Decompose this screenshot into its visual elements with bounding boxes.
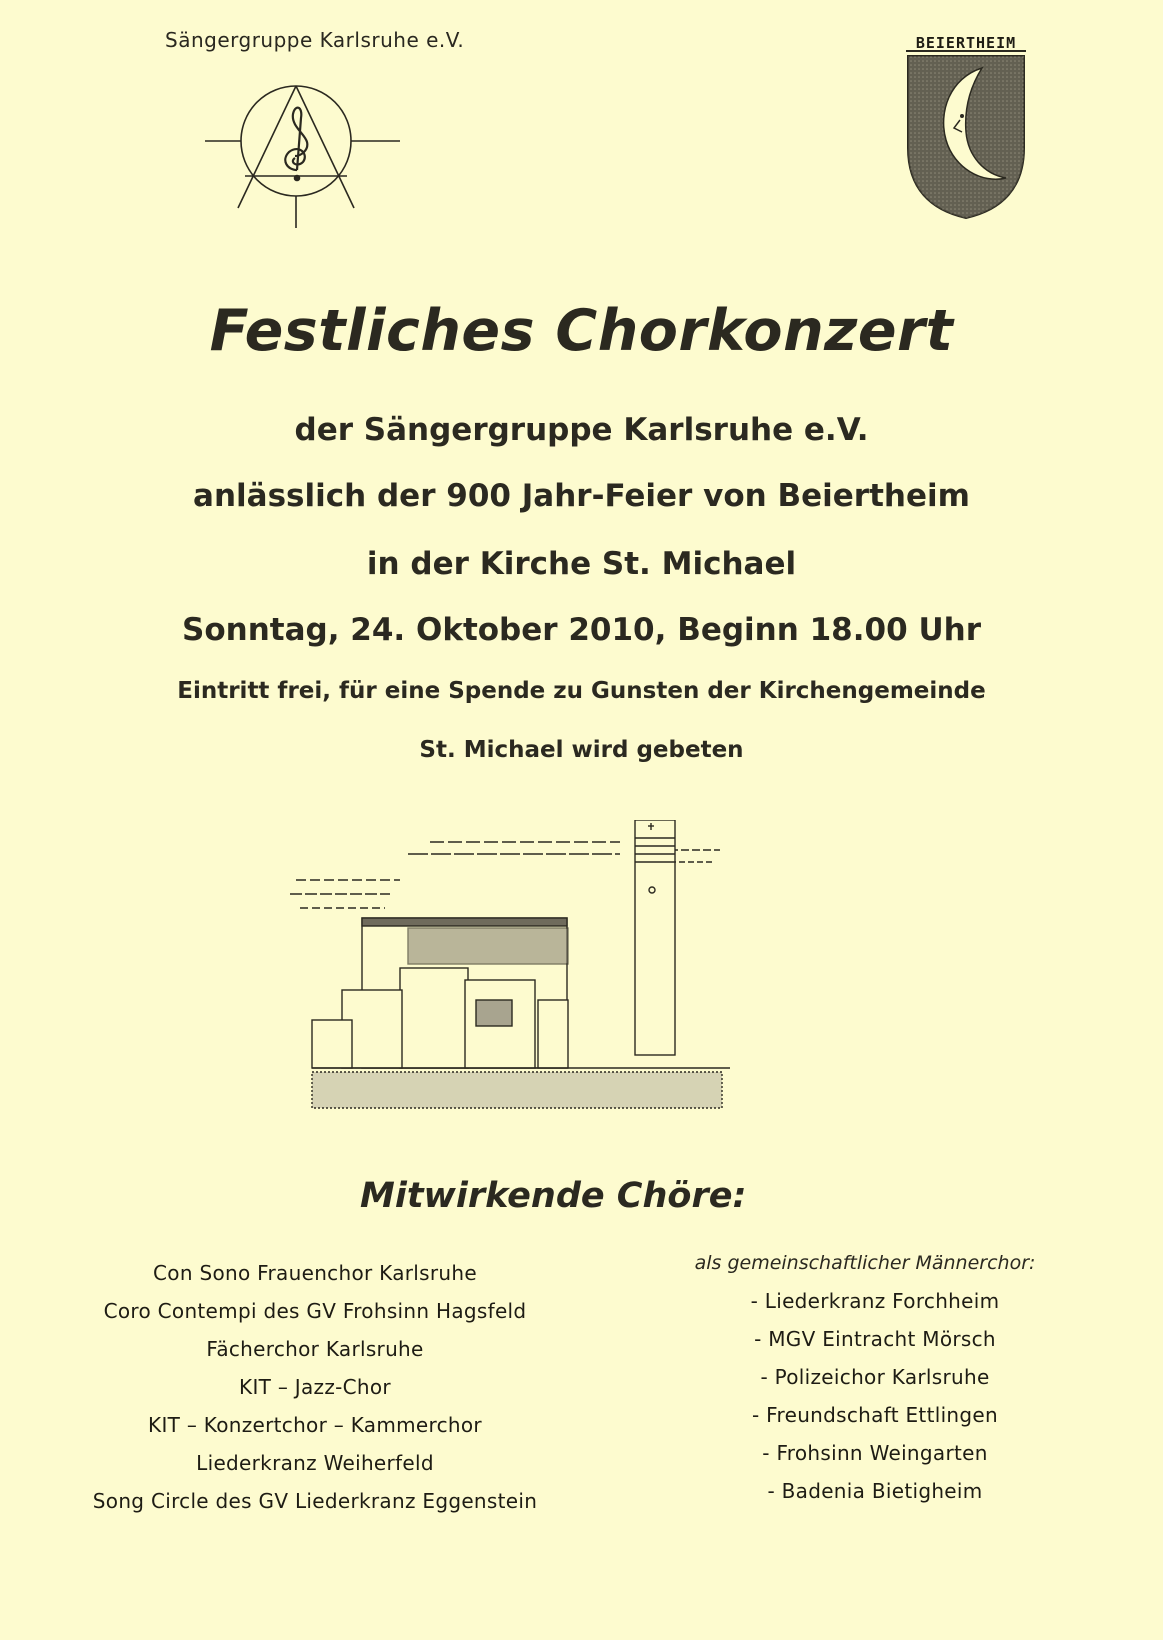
list-item: - Liederkranz Forchheim xyxy=(750,1289,1000,1313)
list-item: - MGV Eintracht Mörsch xyxy=(754,1327,996,1351)
organizer-line: der Sängergruppe Karlsruhe e.V. xyxy=(294,412,869,448)
date-time-line: Sonntag, 24. Oktober 2010, Beginn 18.00 Uhr xyxy=(182,612,981,648)
crest-label: BEIERTHEIM xyxy=(915,34,1017,52)
choirs-list-right xyxy=(705,1282,1045,1510)
entry-note-line-2: St. Michael wird gebeten xyxy=(419,737,744,763)
list-item: Liederkranz Weiherfeld xyxy=(196,1451,434,1475)
choir-logo-icon xyxy=(205,78,430,243)
beiertheim-crest-icon xyxy=(902,28,1030,220)
church-st-michael-illustration xyxy=(290,820,770,1115)
list-item: - Polizeichor Karlsruhe xyxy=(760,1365,990,1389)
mens-choir-heading: als gemeinschaftlicher Männerchor: xyxy=(694,1252,1036,1274)
list-item: Fächerchor Karlsruhe xyxy=(206,1337,424,1361)
list-item: KIT – Jazz-Chor xyxy=(239,1375,391,1399)
list-item: Song Circle des GV Liederkranz Eggenstein xyxy=(92,1489,538,1513)
list-item: - Freundschaft Ettlingen xyxy=(752,1403,998,1427)
list-item: - Badenia Bietigheim xyxy=(767,1479,983,1503)
list-item: Con Sono Frauenchor Karlsruhe xyxy=(153,1261,477,1285)
occasion-line: anlässlich der 900 Jahr-Feier von Beiertheim xyxy=(193,478,970,514)
choirs-list-left xyxy=(75,1254,555,1520)
entry-note-line-1: Eintritt frei, für eine Spende zu Gunsten der Kirchengemeinde xyxy=(177,678,986,704)
list-item: - Frohsinn Weingarten xyxy=(762,1441,988,1465)
choirs-heading: Mitwirkende Chöre: xyxy=(360,1176,747,1216)
main-title: Festliches Chorkonzert xyxy=(209,298,954,364)
list-item: KIT – Konzertchor – Kammerchor xyxy=(148,1413,482,1437)
organization-header: Sängergruppe Karlsruhe e.V. xyxy=(165,28,465,52)
list-item: Coro Contempi des GV Frohsinn Hagsfeld xyxy=(103,1299,527,1323)
venue-line: in der Kirche St. Michael xyxy=(366,546,797,582)
